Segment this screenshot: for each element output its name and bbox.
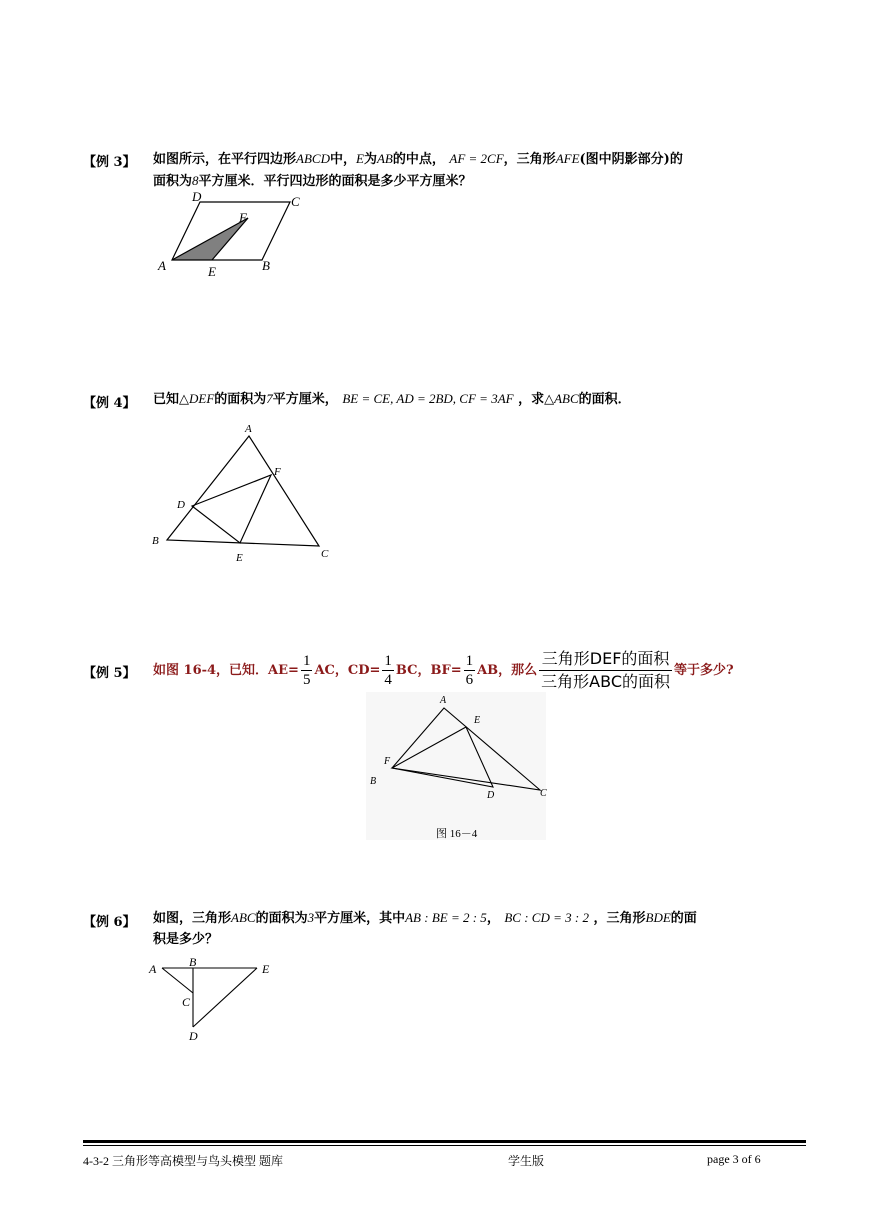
- fraction-cd: $\frac{1}{4}$: [384, 653, 392, 688]
- point-label-a: A: [158, 258, 166, 273]
- point-label-e: E: [236, 552, 243, 564]
- example-5-figure: [366, 692, 546, 840]
- fraction-bf: $\frac{1}{6}$: [465, 653, 474, 688]
- point-label-b: B: [152, 535, 159, 547]
- point-label-d: D: [177, 499, 185, 511]
- example-3-figure: [150, 190, 310, 285]
- triangle-abc: [392, 708, 540, 790]
- point-label-d: D: [189, 1029, 198, 1043]
- triangle-abc: [167, 436, 319, 546]
- example-5-line-1: 如图 16-4，已知．AE= $\frac{1}{5}$ AC，CD= $\frac{1}{4}$ BC，BF= $\frac{1}{6}$ AB，那么 $\frac{\text{三角形DEF的面积}}{\text{三角形ABC的面积}}$ 等于多少?: [153, 649, 734, 691]
- example-4-figure: [145, 418, 345, 568]
- example-3-line-1: 如图所示，在平行四边形ABCD中，E为AB的中点， AF = 2CF，三角形AFE(图中阴影部分)的: [153, 151, 683, 167]
- point-label-b: B: [262, 258, 270, 273]
- point-label-d: D: [192, 189, 202, 204]
- figure-caption: 图 16－4: [436, 828, 478, 840]
- triangle-def: [192, 475, 271, 543]
- point-label-a: A: [245, 423, 252, 435]
- triangle-def: [392, 727, 493, 787]
- area-ratio-fraction: $\frac{\text{三角形DEF的面积}}{\text{三角形ABC的面积}}$: [541, 649, 670, 691]
- point-label-c: C: [291, 194, 300, 209]
- point-label-e: E: [474, 715, 481, 726]
- example-4-line-1: 已知△DEF的面积为7平方厘米， BE = CE, AD = 2BD, CF = 3AF ，求△ABC的面积．: [153, 391, 631, 407]
- example-3-line-2: 面积为8平方厘米．平行四边形的面积是多少平方厘米？: [153, 173, 472, 189]
- point-label-f: F: [384, 756, 391, 767]
- segment-ac: [162, 968, 193, 993]
- footer-center: 学生版: [508, 1154, 545, 1168]
- segment-de: [193, 968, 257, 1027]
- fraction-ae: $\frac{1}{5}$: [302, 653, 311, 688]
- point-label-b: B: [370, 776, 377, 787]
- point-label-b: B: [189, 955, 197, 969]
- point-label-f: F: [239, 210, 247, 225]
- point-label-a: A: [440, 695, 447, 706]
- example-6-line-1: 如图，三角形ABC的面积为3平方厘米，其中AB : BE = 2 : 5， BC : CD = 3 : 2 ，三角形BDE的面: [153, 910, 697, 926]
- footer-left: 4-3-2 三角形等高模型与鸟头模型 题库: [83, 1154, 283, 1168]
- example-3-label: 【例 3】: [83, 155, 136, 170]
- point-label-d: D: [487, 790, 495, 801]
- footer-rule-thick: [83, 1140, 806, 1143]
- example-5-label: 【例 5】: [83, 666, 136, 681]
- point-label-f: F: [274, 466, 281, 478]
- footer-page-number: page 3 of 6: [707, 1152, 761, 1166]
- example-6-label: 【例 6】: [83, 915, 136, 930]
- point-label-e: E: [208, 264, 216, 279]
- footer-rule-thin: [83, 1145, 806, 1146]
- example-6-figure: [140, 952, 290, 1047]
- point-label-a: A: [149, 962, 157, 976]
- point-label-e: E: [262, 962, 270, 976]
- example-6-line-2: 积是多少？: [153, 932, 219, 947]
- point-label-c: C: [321, 548, 329, 560]
- point-label-c: C: [540, 788, 547, 799]
- example-4-label: 【例 4】: [83, 396, 136, 411]
- point-label-c: C: [182, 995, 191, 1009]
